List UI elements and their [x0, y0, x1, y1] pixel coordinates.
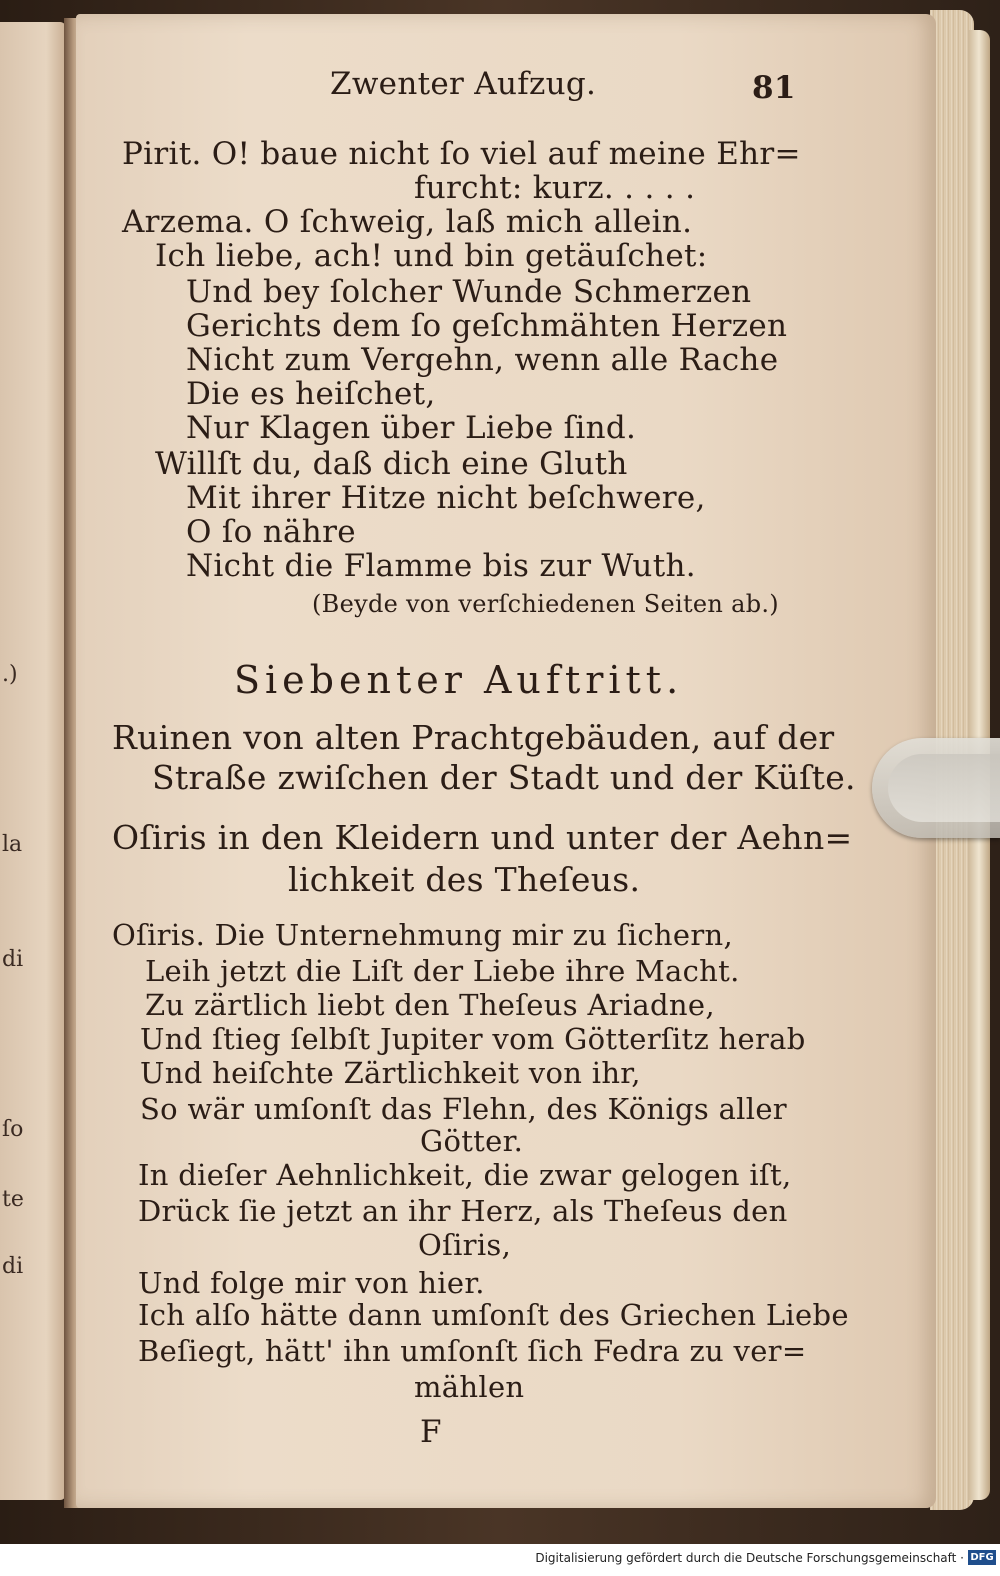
text-line: Und ſtieg ſelbſt Jupiter vom Götterſitz herab	[140, 1022, 806, 1056]
text-line: Nicht die Flamme bis zur Wuth.	[186, 548, 696, 584]
text-line: Leih jetzt die Liſt der Liebe ihre Macht.	[145, 954, 740, 988]
running-title: Zwenter Aufzug.	[330, 66, 597, 102]
text-line: Zu zärtlich liebt den Theſeus Ariadne,	[145, 988, 715, 1022]
text-line: Pirit. O! baue nicht ſo viel auf meine Ehr=	[122, 136, 801, 172]
text-line: furcht: kurz. . . . .	[414, 170, 696, 206]
text-line: Ich liebe, ach! und bin getäuſchet:	[155, 238, 708, 274]
text-line: Nur Klagen über Liebe ſind.	[186, 410, 637, 446]
character-description: Oſiris in den Kleidern und unter der Aehn=	[112, 818, 853, 857]
text-line: Und heiſchte Zärtlichkeit von ihr,	[140, 1056, 641, 1090]
text-line: Gerichts dem ſo geſchmähten Herzen	[186, 308, 788, 344]
text-line: Beſiegt, hätt' ihn umſonſt ſich Fedra zu ver=	[138, 1334, 807, 1368]
text-line: Götter.	[420, 1124, 524, 1158]
left-page-fragment: di	[2, 947, 24, 972]
left-page-fragment: te	[2, 1187, 24, 1212]
text-line: Und bey ſolcher Wunde Schmerzen	[186, 274, 752, 310]
text-line: Willſt du, daß dich eine Gluth	[155, 446, 628, 482]
text-line: Oſiris,	[418, 1228, 512, 1262]
previous-page-edge	[0, 22, 66, 1500]
text-line: Nicht zum Vergehn, wenn alle Rache	[186, 342, 779, 378]
page-clip-inner	[888, 754, 1000, 822]
scene-heading: Siebenter Auftritt.	[234, 658, 684, 702]
left-page-fragment: .)	[2, 662, 18, 687]
text-line: So wär umſonſt das Flehn, des Königs aller	[140, 1092, 787, 1126]
left-page-fragment: ſo	[2, 1117, 24, 1142]
footer-credit: Digitalisierung gefördert durch die Deutsche Forschungsgemeinschaft ·	[535, 1551, 964, 1565]
dfg-logo-icon: DFG	[968, 1550, 996, 1565]
text-line: Und folge mir von hier.	[138, 1266, 485, 1300]
text-line: Mit ihrer Hitze nicht beſchwere,	[186, 480, 706, 516]
text-line: Die es heiſchet,	[186, 376, 436, 412]
catchword: F	[420, 1414, 442, 1450]
stage-direction: (Beyde von verſchiedenen Seiten ab.)	[312, 590, 779, 618]
text-line: Arzema. O ſchweig, laß mich allein.	[122, 204, 693, 240]
text-line: mählen	[414, 1370, 525, 1404]
scene-description: Ruinen von alten Prachtgebäuden, auf der	[112, 718, 835, 757]
page-number: 81	[752, 70, 796, 106]
text-line: Oſiris. Die Unternehmung mir zu ſichern,	[112, 918, 733, 952]
text-line: In dieſer Aehnlichkeit, die zwar gelogen iſt,	[138, 1158, 792, 1192]
left-page-fragment: la	[2, 832, 23, 857]
left-page-fragment: di	[2, 1254, 24, 1279]
scene-description: Straße zwiſchen der Stadt und der Küſte.	[152, 758, 856, 797]
character-description: lichkeit des Theſeus.	[288, 860, 641, 899]
text-line: O ſo nähre	[186, 514, 356, 550]
text-line: Drück ſie jetzt an ihr Herz, als Theſeus den	[138, 1194, 788, 1228]
text-line: Ich alſo hätte dann umſonſt des Griechen Liebe	[138, 1298, 849, 1332]
